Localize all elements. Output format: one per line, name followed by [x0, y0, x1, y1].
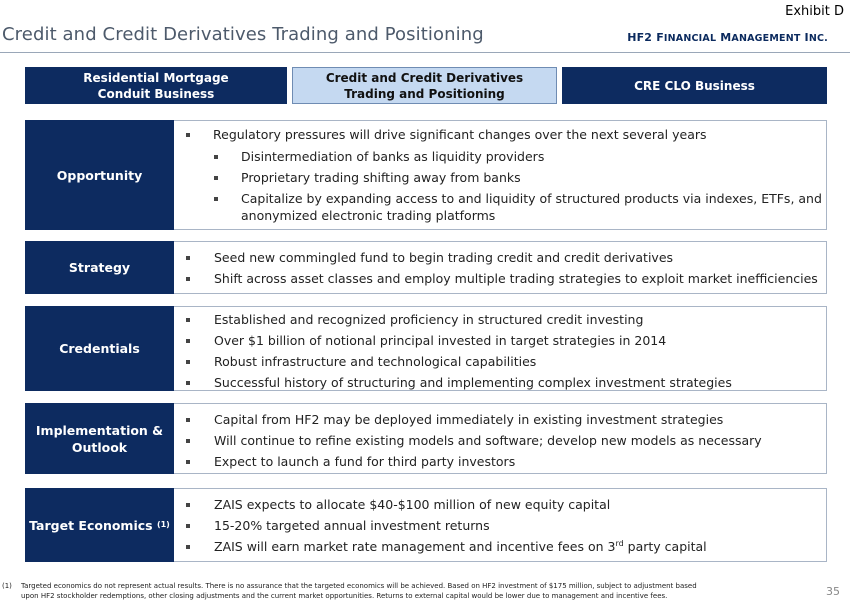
- implementation-item: Capital from HF2 may be deployed immediately in existing investment strategies: [214, 412, 724, 427]
- company-name-f2f: F2 F: [636, 31, 664, 44]
- company-name: [627, 31, 828, 44]
- economics-item-sup: rd: [615, 538, 624, 548]
- strategy-item: Shift across asset classes and employ multiple trading strategies to exploit market inefficiencies: [214, 271, 818, 286]
- strategy-label: Strategy: [25, 241, 174, 294]
- implementation-item: Will continue to refine existing models and software; develop new models as necessary: [214, 433, 762, 448]
- bullet-icon: [186, 460, 190, 464]
- footnote-line-1: Targeted economics do not represent actual results. There is no assurance that the targeted economics will be achieved. Based on HF2 investment of $175 million, subject to adjustment based: [21, 582, 697, 590]
- opportunity-subitem: Capitalize by expanding access to and liquidity of structured products via indexes, ETFs, and: [241, 191, 822, 206]
- tab-credit-derivatives[interactable]: Credit and Credit Derivatives Trading and Positioning: [292, 67, 557, 104]
- bullet-icon: [186, 339, 190, 343]
- target-economics-content: [174, 488, 827, 562]
- bullet-icon: [214, 197, 218, 201]
- opportunity-label: Opportunity: [25, 120, 174, 230]
- bullet-icon: [186, 503, 190, 507]
- page-title: Credit and Credit Derivatives Trading and Positioning: [2, 24, 484, 45]
- economics-item-tail: party capital: [623, 539, 707, 554]
- target-economics-label-text: Target Economics: [29, 517, 153, 533]
- bullet-icon: [186, 360, 190, 364]
- bullet-icon: [186, 545, 190, 549]
- exhibit-label: Exhibit D: [785, 4, 844, 19]
- credentials-content: [174, 306, 827, 391]
- bullet-icon: [186, 318, 190, 322]
- target-economics-label: Target Economics (1): [25, 488, 174, 562]
- bullet-icon: [186, 277, 190, 281]
- economics-item: ZAIS expects to allocate $40-$100 million of new equity capital: [214, 497, 611, 512]
- section-strategy: [25, 241, 827, 294]
- strategy-content: [174, 241, 827, 294]
- section-opportunity: [25, 120, 827, 230]
- opportunity-subitem-continued: anonymized electronic trading platforms: [241, 208, 496, 223]
- section-credentials: [25, 306, 827, 391]
- tab-residential-mortgage[interactable]: Residential Mortgage Conduit Business: [25, 67, 287, 104]
- bullet-icon: [186, 439, 190, 443]
- header-rule: [0, 52, 850, 53]
- opportunity-subitem: Proprietary trading shifting away from banks: [241, 170, 521, 185]
- footnote-line-2: upon HF2 stockholder redemptions, other closing adjustments and the current market opportunities. Returns to external capital would be lower due to management and incentive fees.: [21, 592, 668, 600]
- company-name-i: I: [800, 31, 809, 44]
- bullet-icon: [186, 381, 190, 385]
- bullet-icon: [214, 176, 218, 180]
- bullet-icon: [214, 155, 218, 159]
- company-name-h: H: [627, 31, 637, 44]
- economics-item: 15-20% targeted annual investment returns: [214, 518, 490, 533]
- credentials-item: Established and recognized proficiency in structured credit investing: [214, 312, 644, 327]
- credentials-item: Over $1 billion of notional principal invested in target strategies in 2014: [214, 333, 667, 348]
- company-name-m: M: [716, 31, 732, 44]
- bullet-icon: [186, 133, 190, 137]
- credentials-item: Successful history of structuring and implementing complex investment strategies: [214, 375, 732, 390]
- bullet-icon: [186, 524, 190, 528]
- opportunity-item: Regulatory pressures will drive significant changes over the next several years: [213, 127, 707, 142]
- credentials-item: Robust infrastructure and technological capabilities: [214, 354, 537, 369]
- implementation-content: [174, 403, 827, 474]
- implementation-item: Expect to launch a fund for third party investors: [214, 454, 516, 469]
- section-implementation: [25, 403, 827, 474]
- company-name-part2: ANAGEMENT: [731, 33, 801, 44]
- opportunity-subitem: Disintermediation of banks as liquidity providers: [241, 149, 545, 164]
- bullet-icon: [186, 256, 190, 260]
- bullet-icon: [186, 418, 190, 422]
- economics-item: [214, 537, 707, 557]
- implementation-label: Implementation & Outlook: [25, 403, 174, 474]
- section-target-economics: [25, 488, 827, 562]
- company-name-part3: NC.: [808, 33, 828, 44]
- page-number: 35: [826, 585, 840, 598]
- footnote-mark: (1): [2, 582, 12, 590]
- tab-cre-clo[interactable]: CRE CLO Business: [562, 67, 827, 104]
- strategy-item: Seed new commingled fund to begin trading credit and credit derivatives: [214, 250, 674, 265]
- opportunity-content: [174, 120, 827, 230]
- credentials-label: Credentials: [25, 306, 174, 391]
- company-name-part1: INANCIAL: [663, 33, 717, 44]
- economics-item-text: ZAIS will earn market rate management and incentive fees on 3: [214, 539, 616, 554]
